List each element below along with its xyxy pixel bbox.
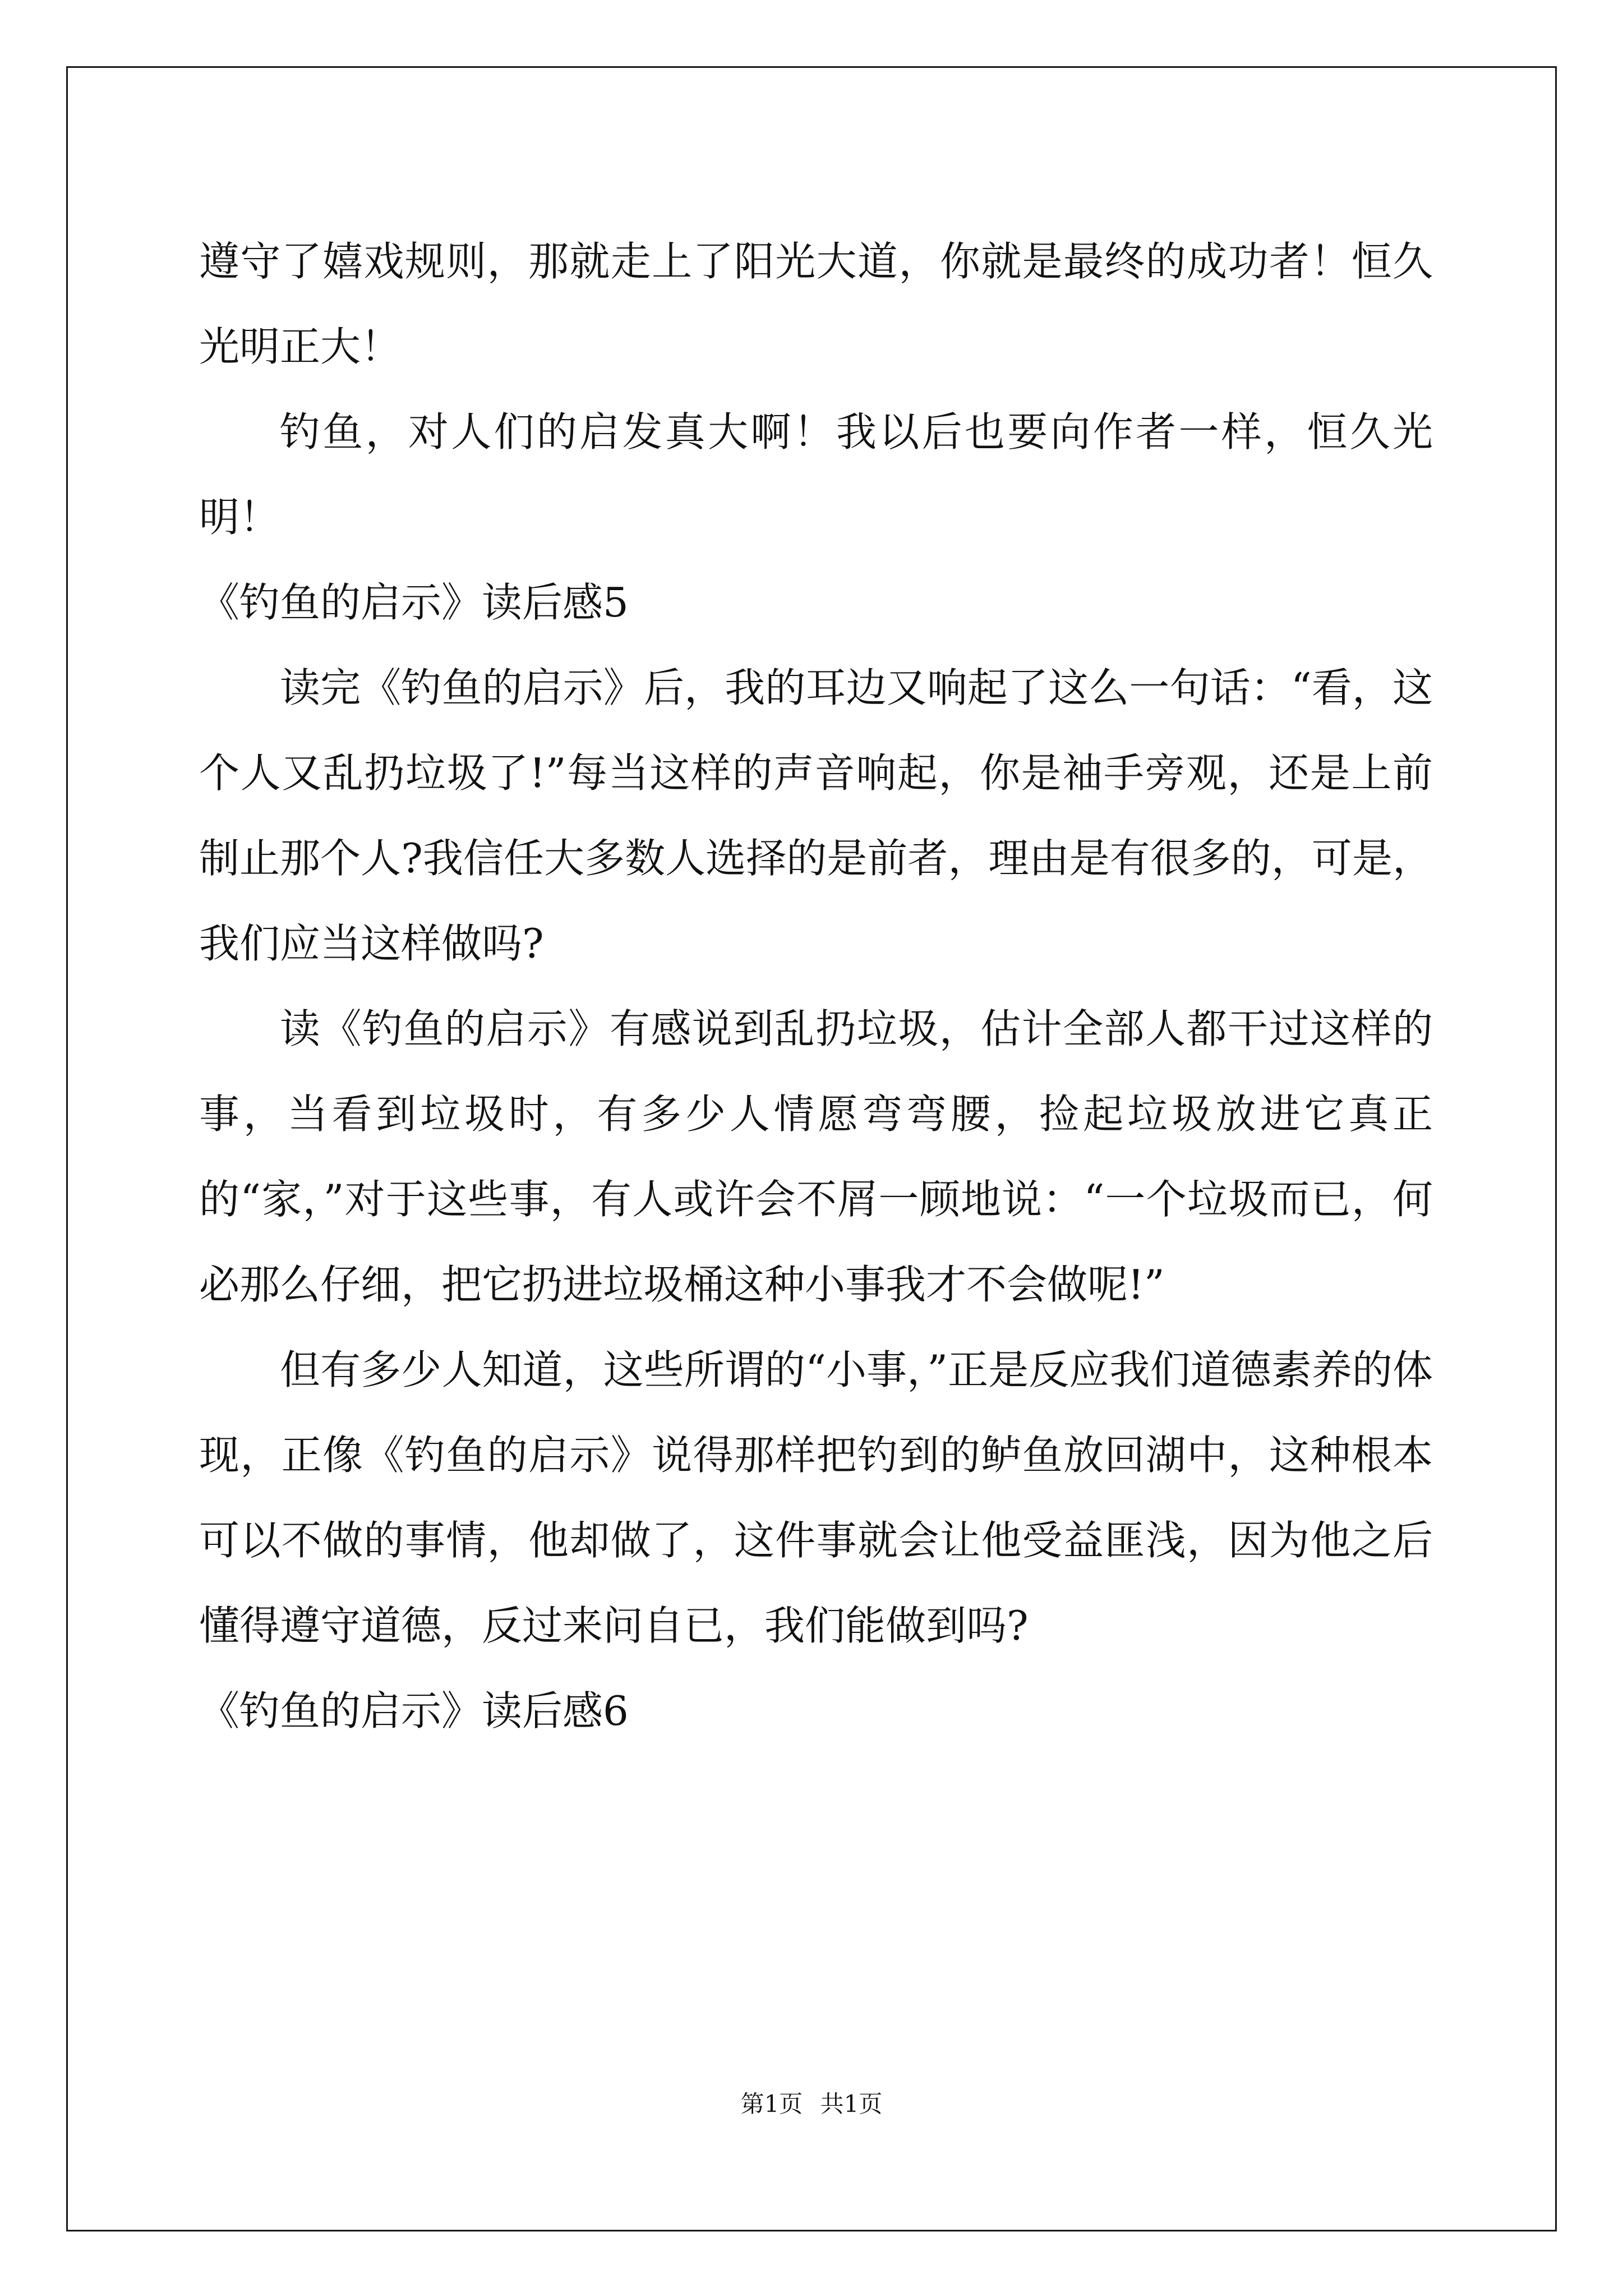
section-heading-5: 《钓鱼的启示》读后感5 bbox=[199, 579, 629, 626]
page-footer bbox=[0, 2086, 1623, 2119]
section-heading-6: 《钓鱼的启示》读后感6 bbox=[199, 1687, 629, 1734]
paragraph-3: 读完《钓鱼的启示》后，我的耳边又响起了这么一句话：“看，这个人又乱扔垃圾了!”每当这样的声音响起，你是袖手旁观，还是上前制止那个人?我信任大多数人选择的是前者，理由是有很多的，可是，我们应当这样做吗? bbox=[199, 664, 1433, 967]
paragraph-5: 但有多少人知道，这些所谓的“小事，”正是反应我们道德素养的体现，正像《钓鱼的启示》说得那样把钓到的鲈鱼放回湖中，这种根本可以不做的事情，他却做了，这件事就会让他受益匪浅，因为他之后懂得遵守道德，反过来问自已，我们能做到吗? bbox=[199, 1346, 1433, 1649]
paragraph-1: 遵守了嬉戏规则，那就走上了阳光大道，你就是最终的成功者！恒久光明正大！ bbox=[199, 238, 1433, 370]
paragraph-4: 读《钓鱼的启示》有感说到乱扔垃圾，估计全部人都干过这样的事，当看到垃圾时，有多少人情愿弯弯腰，捡起垃圾放进它真正的“家，”对于这些事，有人或许会不屑一顾地说：“一个垃圾而已，何必那么仔细，把它扔进垃圾桶这种小事我才不会做呢!” bbox=[199, 1005, 1433, 1308]
page-number: 第1页 bbox=[740, 2090, 803, 2118]
paragraph-2: 钓鱼，对人们的启发真大啊！我以后也要向作者一样，恒久光明！ bbox=[199, 408, 1433, 541]
document-body bbox=[199, 219, 1433, 1754]
page-total: 共1页 bbox=[820, 2090, 883, 2118]
